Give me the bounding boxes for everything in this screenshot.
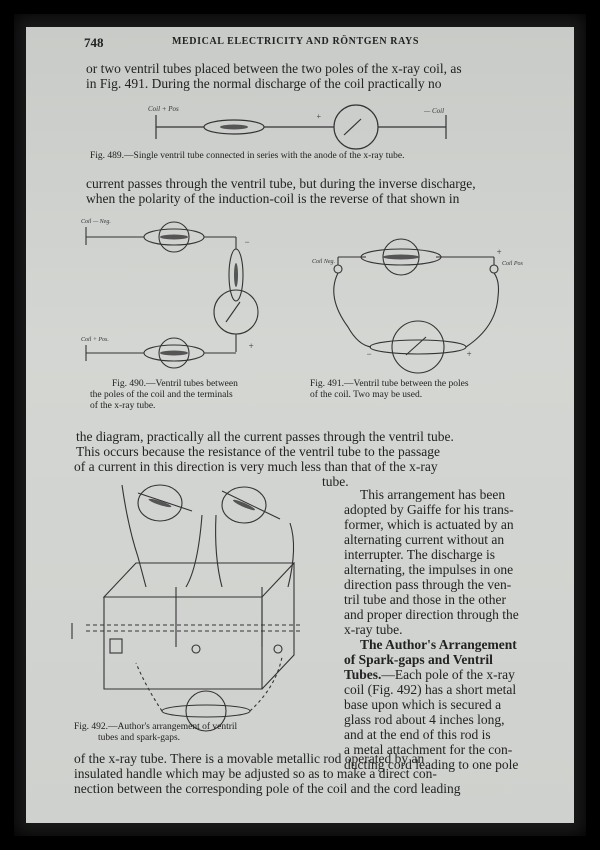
col-line: alternating current without an [344,532,505,547]
caption-line: the poles of the coil and the terminals [90,390,233,400]
svg-text:+: + [496,247,503,257]
col-line [344,667,519,682]
fig-491-label-left: Coil Neg. [312,259,336,265]
col-line: tril tube and those in the other [344,592,506,607]
text-line: This occurs because the resistance of the ventril tube to the passage [76,444,440,459]
col-line: adopted by Gaiffe for his trans- [344,502,514,517]
right-column [344,487,519,772]
col-line: ducting cord leading to one pole [344,757,519,772]
text-line: current passes through the ventril tube, but during the inverse discharge, [86,176,476,191]
text-line: tube. [322,474,349,489]
col-line: former, which is actuated by an [344,517,514,532]
svg-text:+: + [248,341,255,351]
col-line: a metal attachment for the con- [344,742,513,757]
col-line: glass rod about 4 inches long, [344,712,505,727]
book-page [26,27,574,823]
col-line: and at the end of this rod is [344,727,491,742]
caption-line: tubes and spark-gaps. [98,733,181,743]
svg-text:−: − [244,237,251,247]
caption-line: of the coil. Two may be used. [310,390,423,400]
col-line: coil (Fig. 492) has a short metal [344,682,517,697]
fig-489-label-right: — Coil [424,107,445,115]
text-line: of the x-ray tube. There is a movable metallic rod operated by an [74,751,425,766]
section-heading: of Spark-gaps and Ventril [344,652,493,667]
col-line: base upon which is secured a [344,697,502,712]
col-line: x-ray tube. [344,622,403,637]
running-title: MEDICAL ELECTRICITY AND RÖNTGEN RAYS [172,36,420,47]
svg-text:+: + [316,112,322,121]
text-line: the diagram, practically all the current passes through the ventril tube. [76,429,454,444]
text-line: nection between the corresponding pole of the coil and the cord leading [74,781,461,796]
caption-line: Fig. 492.—Author's arrangement of ventril [74,722,238,732]
svg-text:−: − [366,349,373,359]
fig-491-label-right: Coil Pos [502,261,523,267]
col-line-text: —Each pole of the x-ray [381,667,515,682]
col-line: alternating, the impulses in one [344,562,514,577]
fig-490-label-top: Coil — Neg. [81,219,111,225]
text-line: of a current in this direction is very much less than that of the x-ray [74,459,438,474]
col-line: This arrangement has been [360,487,506,502]
fig-490-label-bottom: Coil + Pos. [81,337,109,343]
svg-text:+: + [466,349,473,359]
caption-line: of the x-ray tube. [90,401,156,411]
col-line: and proper direction through the [344,607,519,622]
section-heading: Tubes. [344,667,382,682]
caption-line: Fig. 491.—Ventril tube between the poles [310,379,469,389]
text-line: or two ventril tubes placed between the two poles of the x-ray coil, as [86,61,462,76]
text-line: when the polarity of the induction-coil is the reverse of that shown in [86,191,460,206]
text-line: insulated handle which may be adjusted so as to make a direct con- [74,766,437,781]
fig-492-caption [74,722,237,744]
caption-line: Fig. 490.—Ventril tubes between [112,379,238,389]
col-line: direction pass through the ven- [344,577,512,592]
col-line: interrupter. The discharge is [344,547,495,562]
section-heading: The Author's Arrangement [360,637,517,652]
page-number: 748 [84,35,104,50]
text-line: in Fig. 491. During the normal discharge of the coil practically no [86,76,442,91]
fig-489-caption: Fig. 489.—Single ventril tube connected in series with the anode of the x-ray tube. [90,151,405,161]
fig-489-label-left: Coil + Pos [148,105,179,113]
